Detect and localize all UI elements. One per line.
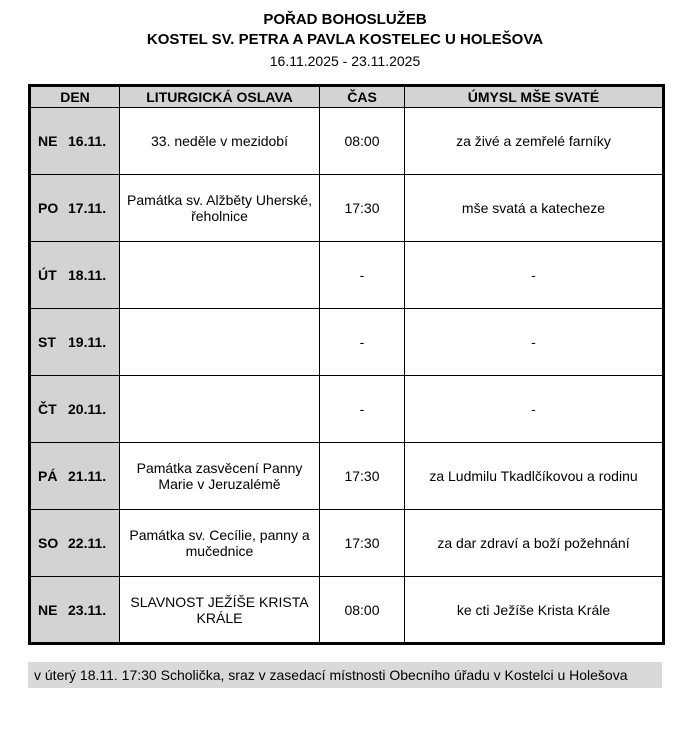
day-date: 18.11. — [68, 267, 107, 283]
column-header-cas: ČAS — [320, 86, 405, 108]
intention-cell: ke cti Ježíše Krista Krále — [405, 577, 664, 644]
day-abbrev: PO — [38, 200, 59, 216]
intention-cell: za dar zdraví a boží požehnání — [405, 510, 664, 577]
day-cell — [30, 376, 120, 443]
celebration-cell: Památka sv. Cecílie, panny a mučednice — [120, 510, 320, 577]
celebration-cell: SLAVNOST JEŽÍŠE KRISTA KRÁLE — [120, 577, 320, 644]
celebration-cell: Památka zasvěcení Panny Marie v Jeruzalémě — [120, 443, 320, 510]
time-cell: 08:00 — [320, 577, 405, 644]
day-abbrev: NE — [38, 133, 58, 149]
day-date: 21.11. — [68, 468, 107, 484]
table-row — [30, 443, 664, 510]
table-row — [30, 309, 664, 376]
date-range: 16.11.2025 - 23.11.2025 — [269, 53, 421, 69]
day-cell — [30, 175, 120, 242]
day-cell — [30, 242, 120, 309]
table-row — [30, 376, 664, 443]
table-header-row — [30, 86, 664, 108]
table-row — [30, 510, 664, 577]
time-cell: - — [320, 376, 405, 443]
table-row — [30, 577, 664, 644]
intention-cell: - — [405, 376, 664, 443]
day-cell — [30, 577, 120, 644]
day-abbrev: ST — [38, 334, 56, 350]
day-abbrev: PÁ — [38, 468, 58, 484]
table-row — [30, 242, 664, 309]
day-abbrev: ÚT — [38, 267, 57, 283]
celebration-cell: Památka sv. Alžběty Uherské, řeholnice — [120, 175, 320, 242]
title-block — [28, 10, 662, 71]
column-header-oslava: LITURGICKÁ OSLAVA — [120, 86, 320, 108]
page-title: POŘAD BOHOSLUŽEB — [263, 11, 427, 28]
celebration-cell — [120, 376, 320, 443]
day-date: 23.11. — [68, 601, 107, 618]
day-date: 22.11. — [68, 535, 107, 551]
intention-cell: - — [405, 309, 664, 376]
day-cell — [30, 510, 120, 577]
column-header-umysl: ÚMYSL MŠE SVATÉ — [405, 86, 664, 108]
day-abbrev: NE — [38, 601, 58, 618]
day-abbrev: ČT — [38, 401, 57, 417]
day-cell — [30, 108, 120, 175]
time-cell: 17:30 — [320, 510, 405, 577]
time-cell: - — [320, 309, 405, 376]
day-date: 19.11. — [68, 334, 107, 350]
intention-cell: mše svatá a katecheze — [405, 175, 664, 242]
day-date: 20.11. — [68, 401, 107, 417]
day-date: 17.11. — [68, 200, 107, 216]
time-cell: - — [320, 242, 405, 309]
schedule-table — [28, 84, 665, 645]
intention-cell: - — [405, 242, 664, 309]
day-cell — [30, 309, 120, 376]
footer-note: v úterý 18.11. 17:30 Scholička, sraz v zasedací místnosti Obecního úřadu v Kostelci u Holešova — [28, 662, 662, 688]
celebration-cell — [120, 309, 320, 376]
table-row — [30, 108, 664, 175]
day-abbrev: SO — [38, 535, 59, 551]
column-header-den: DEN — [30, 86, 120, 108]
celebration-cell: 33. neděle v mezidobí — [120, 108, 320, 175]
table-row — [30, 175, 664, 242]
day-cell — [30, 443, 120, 510]
time-cell: 17:30 — [320, 175, 405, 242]
intention-cell: za Ludmilu Tkadlčíkovou a rodinu — [405, 443, 664, 510]
intention-cell: za živé a zemřelé farníky — [405, 108, 664, 175]
day-date: 16.11. — [68, 133, 107, 149]
time-cell: 08:00 — [320, 108, 405, 175]
time-cell: 17:30 — [320, 443, 405, 510]
celebration-cell — [120, 242, 320, 309]
page-subtitle: KOSTEL SV. PETRA A PAVLA KOSTELEC U HOLEŠOVA — [146, 31, 544, 48]
